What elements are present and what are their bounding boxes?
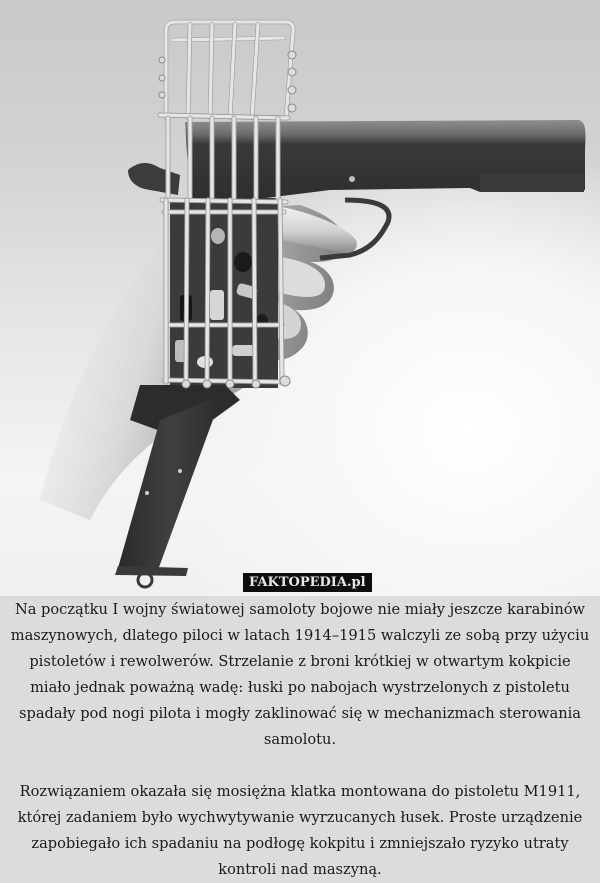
pistol-hammer — [128, 163, 180, 195]
pistol-barrel-bushing — [480, 175, 584, 192]
extended-magazine — [115, 385, 240, 587]
faktopedia-watermark: FAKTOPEDIA.pl — [243, 573, 372, 592]
caption-paragraph-2: Rozwiązaniem okazała się mosiężna klatka montowana do pistoletu M1911, której zadaniem było wychwytywanie wyrzucanych łusek. Proste urządzenie zapobiegało ich spadaniu na podłogę kokpitu i zmniejszało ryzyko utraty kontroli nad maszyną. — [17, 783, 583, 878]
caption-paragraph-1: Na początku I wojny światowej samoloty bojowe nie miały jeszcze karabinów maszynowych, dlatego piloci w latach 1914–1915 walczyli ze sobą przy użyciu pistoletów i rewolwerów. Strzelanie z broni krótkiej w otwartym kokpicie miało jednak poważną wadę: łuski po nabojach wystrzelonych z pistoletu spadały pod nogi pilota i mogły zaklinować się w mechanizmach sterowania samolotu. — [10, 601, 590, 748]
caption-text — [0, 597, 600, 883]
